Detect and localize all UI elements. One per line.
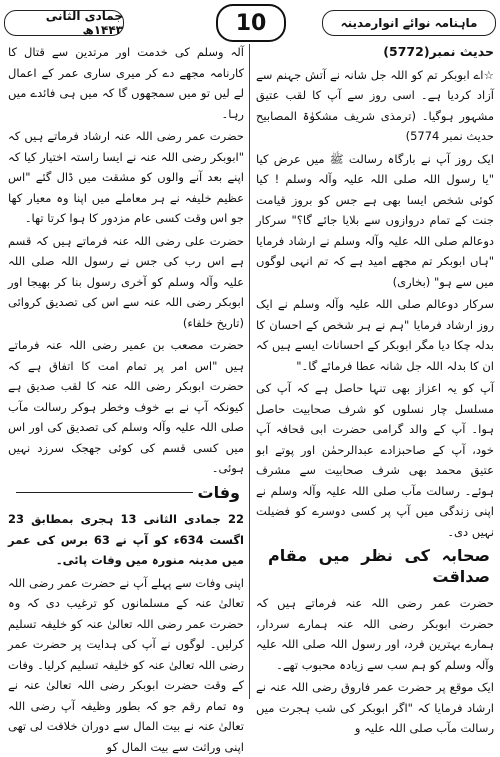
paragraph: حضرت مصعب بن عمیر رضی اللہ عنہ فرماتے ہیں "اس امر پر تمام امت کا اتفاق ہے کہ حضرت ابوبکر رضی اللہ عنہ کا لقب صدیق ہے کیونکہ آپ نے بے خوف وخطر ہوکر رسالت مآب صلی اللہ علیہ وآلہ وسلم کی تصدیق کی اور اس میں کسی قسم کی کوئی جھجک سرزد نہیں ہوئی۔	[8, 335, 244, 479]
paragraph: اپنی وفات سے پہلے آپ نے حضرت عمر رضی اللہ تعالیٰ عنہ کے مسلمانوں کو ترغیب دی کہ وہ حضرت عمر رضی اللہ تعالیٰ عنہ کو خلیفہ تسلیم کرلیں۔ لوگوں نے آپ کی ہدایت پر حضرت عمر رضی اللہ تعالیٰ عنہ کو خلیفہ تسلیم کرلیا۔ وفات کے وقت حضرت ابوبکر رضی اللہ تعالیٰ عنہ نے وہ تمام رقم جو کہ بطور وظیفہ آپ رضی اللہ تعالیٰ عنہ نے بیت المال سے دوران خلافت لی تھی اپنی وراثت سے بیت المال کو	[8, 573, 244, 757]
section-heading	[8, 483, 244, 504]
paragraph: ایک روز آپ نے بارگاہ رسالت ﷺ میں عرض کیا "یا رسول اللہ صلی اللہ علیہ وآلہ وسلم ! کیا کوئی شخص ایسا بھی ہے جس کو بروز قیامت جنت کے تمام دروازوں سے بلایا جائے گا؟" سرکار دوعالم صلی اللہ علیہ وآلہ وسلم نے ارشاد فرمایا "ہاں ابوبکر تم مجھے امید ہے کہ تم انہی لوگوں میں سے ہو" (بخاری)	[256, 149, 494, 293]
section-heading-text: وفات	[193, 483, 244, 504]
hadith-number-heading: حدیث نمبر(5772)	[256, 42, 494, 63]
paragraph: حضرت عمر رضی اللہ عنہ ارشاد فرماتے ہیں کہ "ابوبکر رضی اللہ عنہ نے ایسا راستہ اختیار کیا کہ اپنے بعد آنے والوں کو مشقت میں ڈال گئے "اس عظیم خلیفہ نے ہر معاملے میں اپنا وہ معیار کھا جو اس وقت کسی عام مزدور کا ہوا کرتا تھا۔	[8, 126, 244, 229]
paragraph: آپ کو یہ اعزاز بھی تنہا حاصل ہے کہ آپ کی مسلسل چار نسلوں کو شرف صحابیت حاصل ہوا۔ آپ کے والد گرامی حضرت ابی قحافہ آپ خود، آپ کے صاحبزادے عبدالرحمٰن اور پوتے ابو عتیق محمد بھی شرف صحابیت سے مشرف ہوئے۔ رسالت مآب صلی اللہ علیہ وآلہ وسلم نے اپنی زندگی میں آپ پر کسی دوسرے کو فضیلت نہیں دی۔	[256, 378, 494, 542]
section-heading	[256, 546, 494, 587]
paragraph: ☆اے ابوبکر تم کو اللہ جل شانہ نے آتش جہنم سے آزاد کردیا ہے۔ اسی روز سے آپ کا لقب عتیق مشہور ہوگیا۔ (ترمذی شریف مشکوٰۃ المصابیح حدیث نمبر 5774)	[256, 65, 494, 147]
left-column	[8, 42, 244, 702]
magazine-title: ماہنامہ نوائے انوارمدینہ	[322, 10, 496, 36]
issue-date: جمادی الثانی ۱۴۴۳ھ	[4, 10, 124, 36]
paragraph: آلہ وسلم کی خدمت اور مرتدین سے قتال کا کارنامہ مجھے دے کر میری ساری عمر کے اعمال لے لیں تو میں سمجھوں گا کہ میں ہی فائدے میں رہا۔	[8, 42, 244, 124]
paragraph: 22 جمادی الثانی 13 ہجری بمطابق 23 اگست 634ء کو آپ نے 63 برس کی عمر میں مدینہ منورہ میں وفات پائی۔	[8, 509, 244, 571]
page-header	[4, 4, 496, 40]
page-number: 10	[216, 4, 286, 42]
heading-rule	[16, 492, 193, 493]
paragraph: ایک موقع پر حضرت عمر فاروق رضی اللہ عنہ نے ارشاد فرمایا کہ "اگر ابوبکر کی شب ہجرت میں رسالت مآب صلی اللہ علیہ و	[256, 677, 494, 739]
section-heading-text: صحابہ کی نظر میں مقام صداقت	[264, 546, 494, 587]
column-divider	[249, 44, 250, 699]
paragraph: سرکار دوعالم صلی اللہ علیہ وآلہ وسلم نے ایک روز ارشاد فرمایا "ہم نے ہر شخص کے احسان کا بدلہ چکا دیا مگر ابوبکر کے احسانات ایسے ہیں کہ ان کا بدلہ اللہ جل شانہ عطا فرمائے گا۔"	[256, 294, 494, 376]
paragraph: حضرت علی رضی اللہ عنہ فرماتے ہیں کہ قسم ہے اس رب کی جس نے رسول اللہ صلی اللہ علیہ وآلہ وسلم کو آخری رسول بنا کر بھیجا اور ابوبکر رضی اللہ عنہ سے اس کی تصدیق کروائی (تاریخ خلفاء)	[8, 231, 244, 334]
right-column	[256, 42, 494, 702]
paragraph: حضرت عمر رضی اللہ عنہ فرماتے ہیں کہ حضرت ابوبکر رضی اللہ عنہ ہمارے سردار، ہمارے بہترین فرد، اور رسول اللہ صلی اللہ علیہ وآلہ وسلم کو ہم سب سے زیادہ محبوب تھے۔	[256, 593, 494, 675]
